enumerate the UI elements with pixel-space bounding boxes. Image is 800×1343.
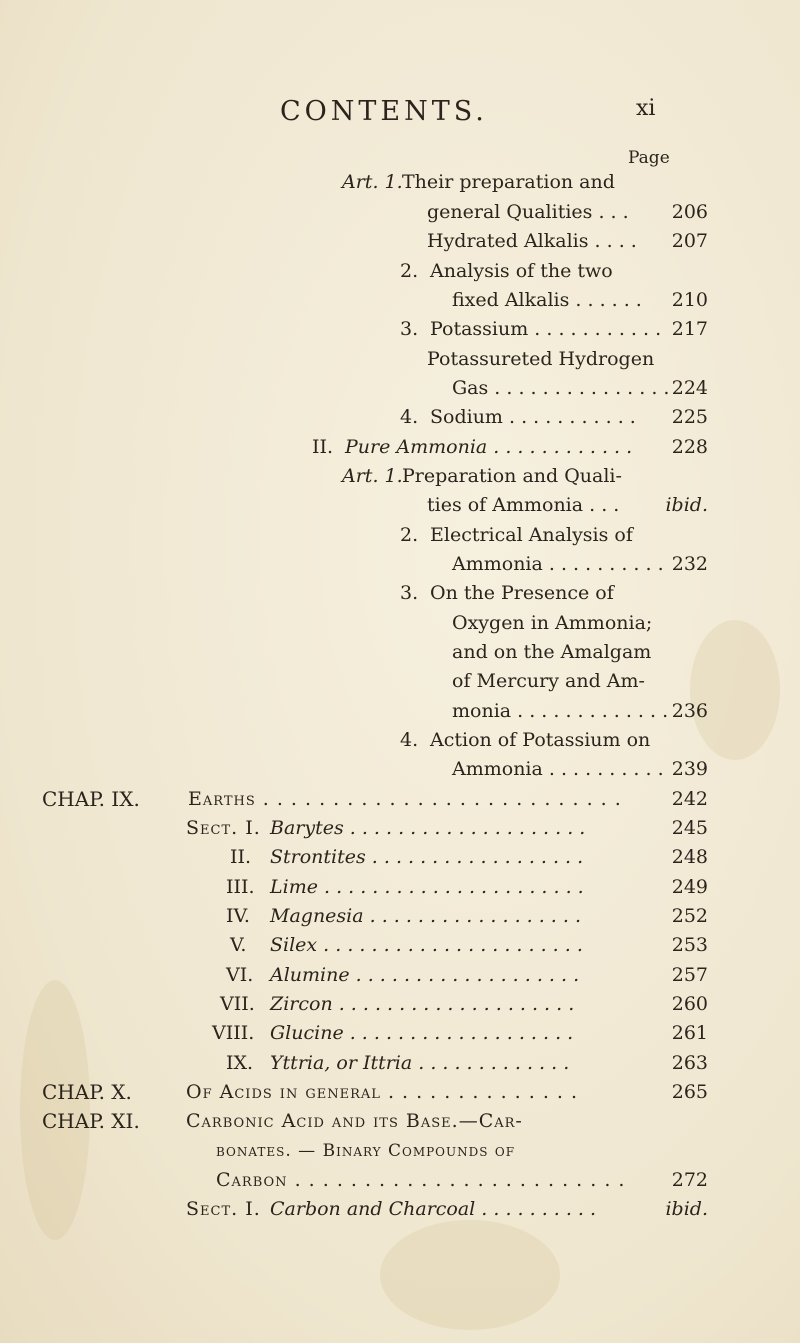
entry-page: 236 bbox=[671, 700, 708, 722]
entry-text: Their preparation and bbox=[402, 171, 615, 193]
running-header bbox=[0, 96, 800, 136]
section-title: Lime . . . . . . . . . . . . . . . . . . . . . . bbox=[270, 876, 584, 898]
chapter-page: 272 bbox=[671, 1169, 708, 1191]
entry-label: 4. bbox=[400, 729, 419, 751]
entry-page: 210 bbox=[671, 289, 708, 311]
entry-text: Electrical Analysis of bbox=[430, 524, 633, 546]
section-title: Zircon . . . . . . . . . . . . . . . . . . . . bbox=[270, 993, 575, 1015]
entry-page: 207 bbox=[671, 230, 708, 252]
entry-page: 225 bbox=[671, 406, 708, 428]
section-title: Magnesia . . . . . . . . . . . . . . . . . . bbox=[270, 905, 582, 927]
chapter-page: 265 bbox=[671, 1081, 708, 1103]
entry-text: Analysis of the two bbox=[430, 260, 613, 282]
chapter-title: Of Acids in general . . . . . . . . . . . . . . bbox=[186, 1081, 579, 1103]
section-label: III. bbox=[226, 876, 255, 898]
entry-text: Hydrated Alkalis . . . . bbox=[427, 230, 637, 252]
section-page: 253 bbox=[671, 934, 708, 956]
entry-label: 3. bbox=[400, 582, 419, 604]
section-title: Silex . . . . . . . . . . . . . . . . . . . . . . bbox=[270, 934, 583, 956]
paper-stain bbox=[690, 620, 780, 760]
section-title: Barytes . . . . . . . . . . . . . . . . . . . . bbox=[270, 817, 586, 839]
entry-text: Ammonia . . . . . . . . . . bbox=[452, 758, 664, 780]
entry-label: 3. bbox=[400, 318, 419, 340]
section-label: VI. bbox=[226, 964, 254, 986]
page-column-label: Page bbox=[628, 148, 670, 168]
section-label: VII. bbox=[220, 993, 255, 1015]
page-folio: xi bbox=[636, 96, 656, 121]
entry-text: ties of Ammonia . . . bbox=[427, 494, 620, 516]
section-label: Sect. I. bbox=[186, 817, 261, 839]
section-label: VIII. bbox=[212, 1022, 255, 1044]
section-page: 248 bbox=[671, 846, 708, 868]
entry-text: Oxygen in Ammonia; bbox=[452, 612, 653, 634]
section-label: IV. bbox=[226, 905, 250, 927]
section-title: Yttria, or Ittria . . . . . . . . . . . . . bbox=[270, 1052, 570, 1074]
entry-text: Preparation and Quali- bbox=[402, 465, 622, 487]
entry-text: and on the Amalgam bbox=[452, 641, 652, 663]
entry-text: Potassium . . . . . . . . . . . bbox=[430, 318, 662, 340]
entry-text: monia . . . . . . . . . . . . . bbox=[452, 700, 669, 722]
paper-stain bbox=[380, 1220, 560, 1330]
entry-text: general Qualities . . . bbox=[427, 201, 629, 223]
entry-page: 239 bbox=[671, 758, 708, 780]
section-page: 252 bbox=[671, 905, 708, 927]
section-title: Strontites . . . . . . . . . . . . . . . . . . bbox=[270, 846, 584, 868]
section-label: II. bbox=[230, 846, 252, 868]
section-page: 260 bbox=[671, 993, 708, 1015]
entry-text: fixed Alkalis . . . . . . bbox=[452, 289, 642, 311]
chapter-title: Earths . . . . . . . . . . . . . . . . . . . . . . . . . . bbox=[188, 788, 622, 810]
entry-text: Action of Potassium on bbox=[430, 729, 651, 751]
section-page: 263 bbox=[671, 1052, 708, 1074]
section-title: Alumine . . . . . . . . . . . . . . . . . . . bbox=[270, 964, 580, 986]
entry-text: On the Presence of bbox=[430, 582, 614, 604]
chapter-title-line: Carbon . . . . . . . . . . . . . . . . . . . . . . . . bbox=[216, 1169, 626, 1191]
entry-text: of Mercury and Am- bbox=[452, 670, 645, 692]
section-label: Sect. I. bbox=[186, 1198, 261, 1220]
entry-page: ibid. bbox=[665, 494, 708, 516]
entry-page: 224 bbox=[671, 377, 708, 399]
section-page: 261 bbox=[671, 1022, 708, 1044]
section-page: 249 bbox=[671, 876, 708, 898]
chapter-label: CHAP. IX. bbox=[42, 787, 140, 811]
entry-text: Sodium . . . . . . . . . . . bbox=[430, 406, 636, 428]
section-title: Glucine . . . . . . . . . . . . . . . . . . . bbox=[270, 1022, 574, 1044]
section-page: 257 bbox=[671, 964, 708, 986]
section-title: Pure Ammonia . . . . . . . . . . . . bbox=[345, 436, 633, 458]
entry-page: 217 bbox=[671, 318, 708, 340]
entry-page: 206 bbox=[671, 201, 708, 223]
entry-text: Potassureted Hydrogen bbox=[427, 348, 655, 370]
entry-label: 4. bbox=[400, 406, 419, 428]
entry-label: 2. bbox=[400, 524, 419, 546]
section-title: Carbon and Charcoal . . . . . . . . . . bbox=[270, 1198, 597, 1220]
entry-page: 232 bbox=[671, 553, 708, 575]
entry-page: 228 bbox=[671, 436, 708, 458]
section-page: ibid. bbox=[665, 1198, 708, 1220]
chapter-label: CHAP. XI. bbox=[42, 1109, 140, 1133]
chapter-title-line: bonates. — Binary Compounds of bbox=[216, 1141, 516, 1161]
chapter-label: CHAP. X. bbox=[42, 1080, 132, 1104]
entry-label: Art. 1. bbox=[342, 465, 403, 487]
section-label: II. bbox=[312, 436, 334, 458]
chapter-page: 242 bbox=[671, 788, 708, 810]
entry-text: Gas . . . . . . . . . . . . . . . bbox=[452, 377, 670, 399]
chapter-title-line: Carbonic Acid and its Base.—Car- bbox=[186, 1110, 523, 1132]
entry-label: Art. 1. bbox=[342, 171, 403, 193]
page-title: CONTENTS. bbox=[280, 96, 488, 127]
entry-label: 2. bbox=[400, 260, 419, 282]
section-label: IX. bbox=[226, 1052, 254, 1074]
entry-text: Ammonia . . . . . . . . . . bbox=[452, 553, 664, 575]
section-label: V. bbox=[230, 934, 247, 956]
section-page: 245 bbox=[671, 817, 708, 839]
